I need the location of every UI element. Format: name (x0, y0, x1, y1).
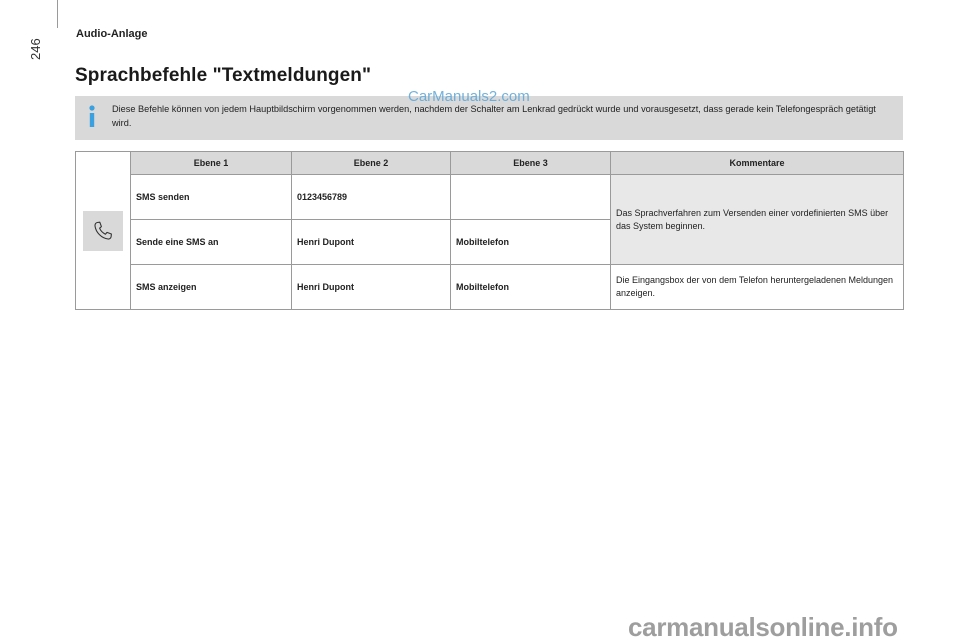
phone-icon (83, 211, 123, 251)
page-number: 246 (28, 38, 43, 60)
table-row (76, 175, 904, 220)
cell-level-3: Mobiltelefon (451, 265, 611, 310)
watermark-bottom[interactable]: carmanualsonline.info (628, 612, 898, 642)
header-level-3: Ebene 3 (451, 152, 611, 175)
info-icon (86, 104, 98, 128)
side-rule (57, 0, 58, 28)
table-header-row (76, 152, 904, 175)
cell-level-1: SMS anzeigen (131, 265, 292, 310)
info-text: Diese Befehle können von jedem Hauptbildschirm vorgenommen werden, nachdem der Schalter am Lenkrad gedrückt wurde und vorausgesetzt, dass gerade kein Telefongespräch getätigt wird. (112, 104, 876, 128)
cell-level-2: Henri Dupont (292, 220, 451, 265)
cell-level-2: Henri Dupont (292, 265, 451, 310)
section-label: Audio-Anlage (76, 28, 148, 40)
cell-level-1: Sende eine SMS an (131, 220, 292, 265)
cell-comment: Die Eingangsbox der von dem Telefon heruntergeladenen Meldungen anzeigen. (611, 265, 904, 310)
cell-level-3 (451, 175, 611, 220)
table-icon-cell (76, 152, 131, 310)
cell-level-2: 0123456789 (292, 175, 451, 220)
voice-command-table (75, 151, 904, 310)
cell-level-1: SMS senden (131, 175, 292, 220)
page-title: Sprachbefehle "Textmeldungen" (75, 65, 372, 86)
header-comments: Kommentare (611, 152, 904, 175)
header-level-2: Ebene 2 (292, 152, 451, 175)
watermark-top[interactable]: CarManuals2.com (408, 88, 530, 105)
header-level-1: Ebene 1 (131, 152, 292, 175)
cell-comment: Das Sprachverfahren zum Versenden einer vordefinierten SMS über das System beginnen. (611, 175, 904, 265)
table-row (76, 265, 904, 310)
cell-level-3: Mobiltelefon (451, 220, 611, 265)
